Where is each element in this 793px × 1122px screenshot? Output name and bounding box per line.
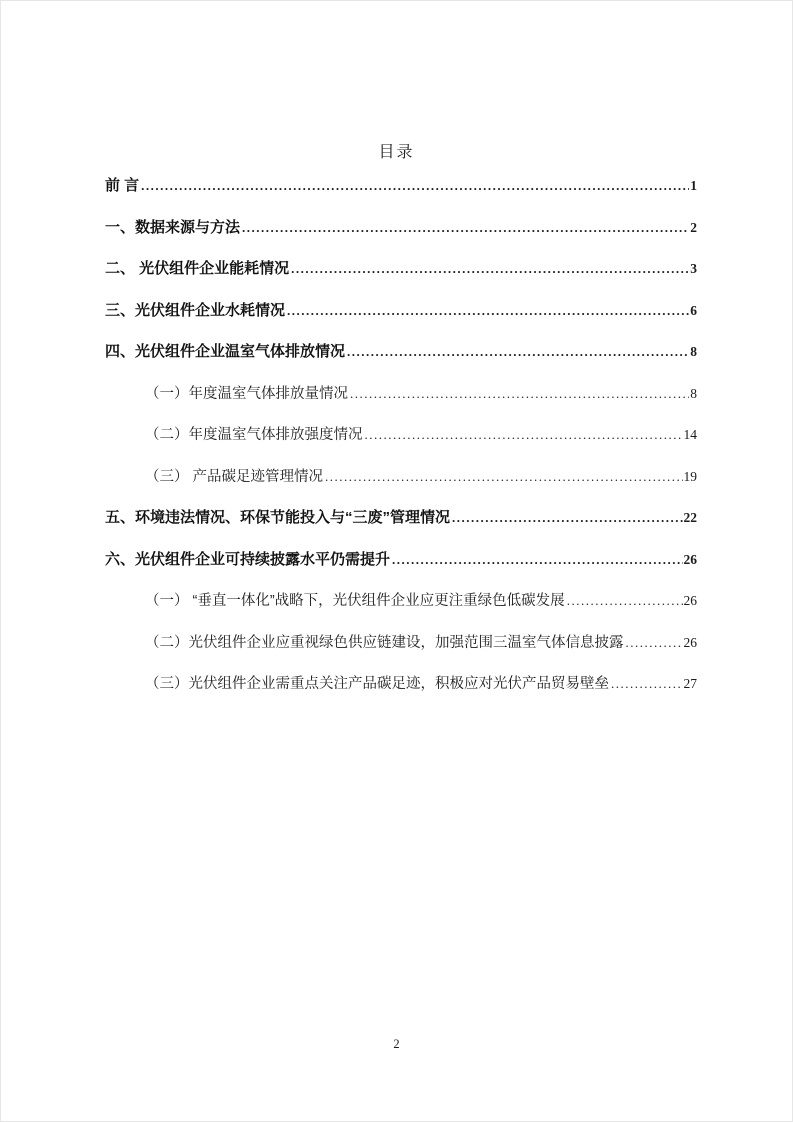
toc-entry-label: 前 言 <box>105 177 140 194</box>
toc-entry <box>105 340 697 382</box>
toc-entry-label: （三） 产品碳足迹管理情况 <box>145 468 324 485</box>
toc-leader-dots <box>567 593 683 609</box>
toc-entry-page: 26 <box>683 593 697 608</box>
toc-entry-label: 四、光伏组件企业温室气体排放情况 <box>105 343 346 360</box>
toc-entry-page: 14 <box>683 427 697 442</box>
toc-entry <box>105 631 697 673</box>
toc-entry <box>105 299 697 341</box>
toc-entry-page: 26 <box>683 634 697 650</box>
toc-entry-page: 3 <box>690 261 697 276</box>
toc-leader-dots <box>325 469 682 485</box>
toc-entry <box>105 174 697 216</box>
toc-entry-label: 一、数据来源与方法 <box>105 218 241 236</box>
toc-leader-dots <box>365 427 683 443</box>
toc-entry <box>105 672 697 714</box>
toc-title: 目录 <box>378 144 415 161</box>
toc-entry <box>105 548 697 590</box>
toc-entry-label: 三、光伏组件企业水耗情况 <box>105 301 286 319</box>
toc-entry-page: 26 <box>683 551 697 567</box>
toc-entry-page: 27 <box>683 676 697 691</box>
toc-entry-page: 8 <box>690 385 697 401</box>
toc-leader-dots <box>287 303 689 319</box>
toc-entry-page: 1 <box>690 178 697 193</box>
toc-leader-dots <box>347 344 689 360</box>
toc-list <box>105 174 697 714</box>
toc-entry <box>105 589 697 631</box>
toc-leader-dots <box>626 635 683 651</box>
toc-entry-label: （一）年度温室气体排放量情况 <box>145 385 348 402</box>
toc-entry-page: 6 <box>690 302 697 318</box>
toc-entry <box>105 506 697 548</box>
toc-entry-label: （二）年度温室气体排放强度情况 <box>145 427 363 443</box>
toc-leader-dots <box>350 386 689 402</box>
toc-entry-label: （三）光伏组件企业需重点关注产品碳足迹，积极应对光伏产品贸易壁垒 <box>145 676 609 692</box>
toc-leader-dots <box>392 552 682 568</box>
toc-leader-dots <box>242 220 689 236</box>
toc-entry-page: 22 <box>683 510 697 525</box>
toc-entry <box>105 257 697 299</box>
toc-entry-label: 二、 光伏组件企业能耗情况 <box>105 260 290 277</box>
toc-entry <box>105 465 697 507</box>
toc-entry-page: 8 <box>690 344 697 359</box>
toc-leader-dots <box>611 676 683 692</box>
toc-entry <box>105 382 697 424</box>
toc-entry-label: （二）光伏组件企业应重视绿色供应链建设，加强范围三温室气体信息披露 <box>145 634 624 651</box>
toc-entry <box>105 423 697 465</box>
toc-entry-label: （一） “垂直一体化”战略下，光伏组件企业应更注重绿色低碳发展 <box>145 593 565 609</box>
toc-entry <box>105 216 697 258</box>
toc-leader-dots <box>291 261 689 277</box>
toc-entry-label: 五、环境违法情况、环保节能投入与“三废”管理情况 <box>105 509 451 526</box>
toc-entry-page: 2 <box>690 219 697 235</box>
toc-entry-label: 六、光伏组件企业可持续披露水平仍需提升 <box>105 550 391 568</box>
toc-leader-dots <box>141 178 689 194</box>
toc-entry-page: 19 <box>683 468 697 484</box>
toc-leader-dots <box>452 510 682 526</box>
footer-page-number: 2 <box>393 1037 400 1051</box>
